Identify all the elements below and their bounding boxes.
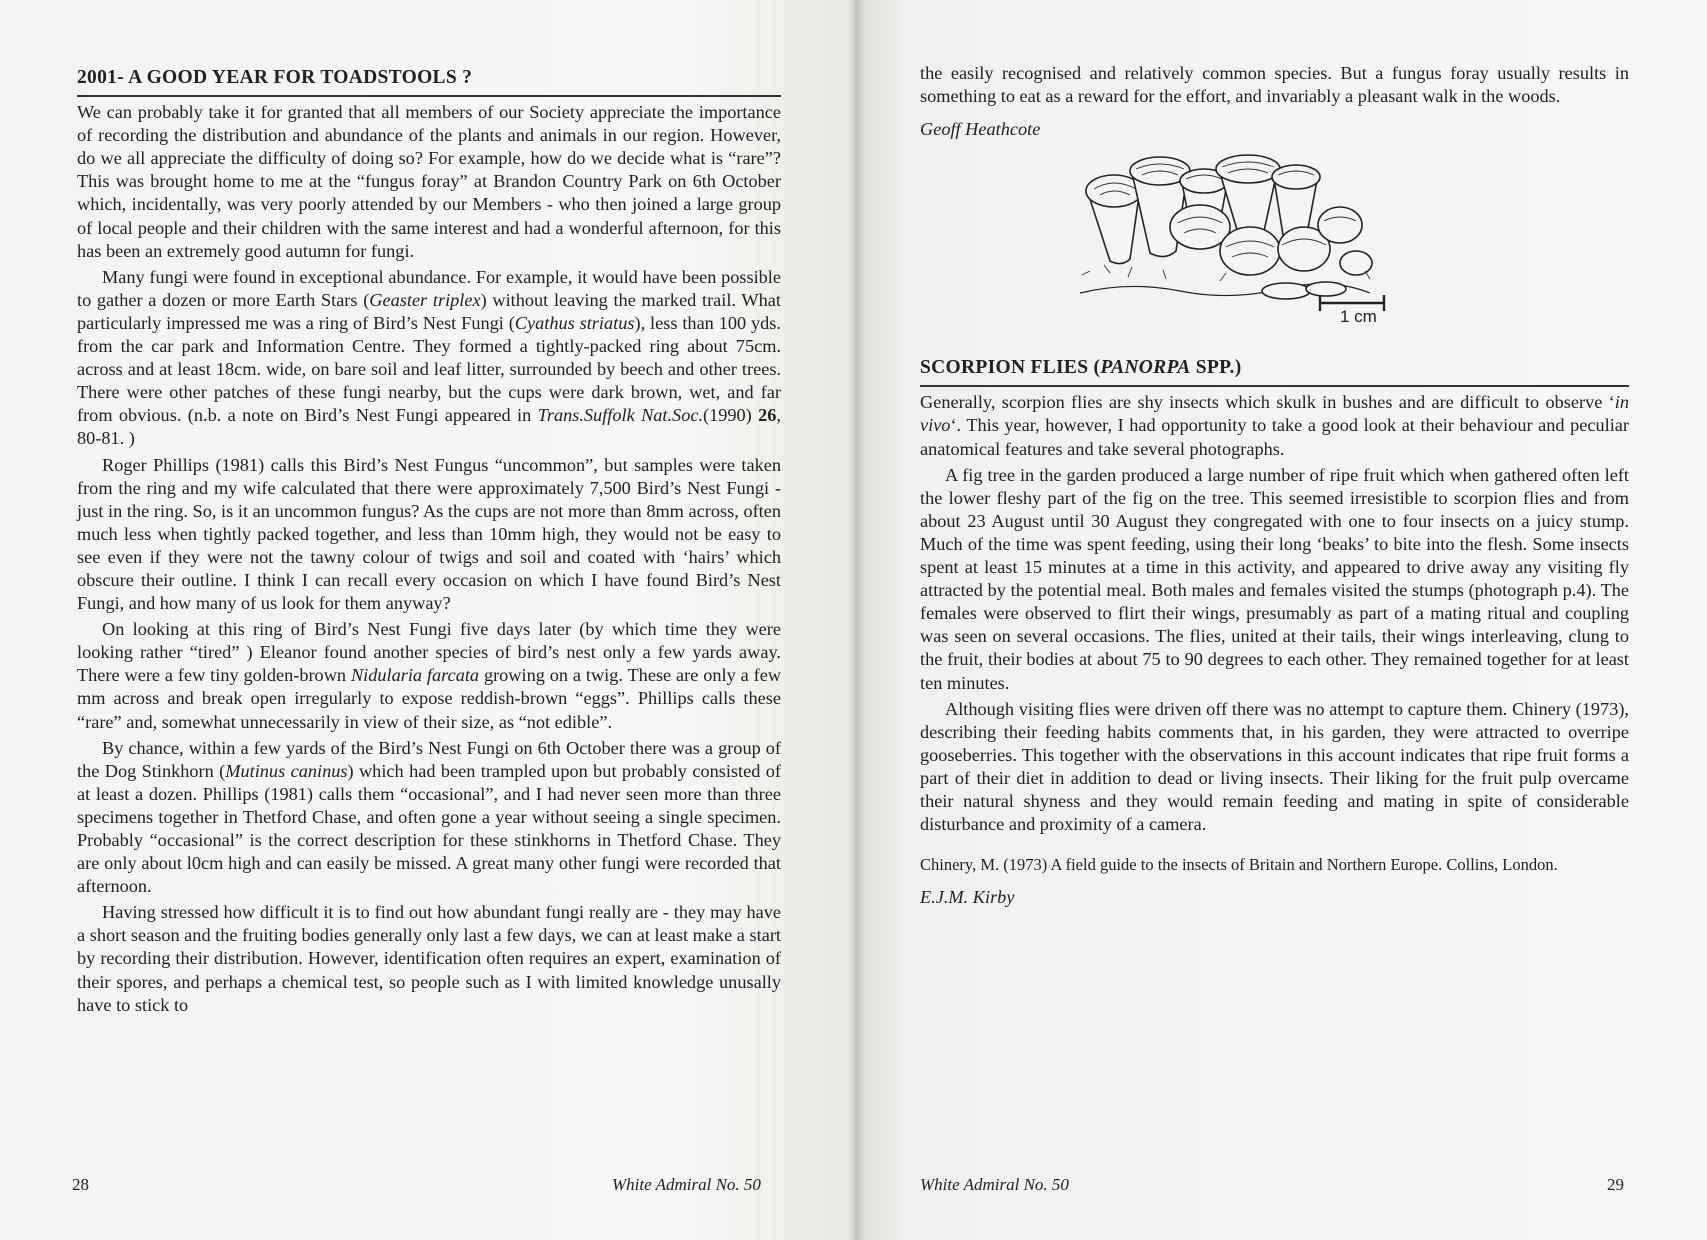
- paragraph: Many fungi were found in exceptional abundance. For example, it would have been possible to gather a dozen or more Earth Stars (Geaster triplex) without leaving the marked trail. What particularly impressed me was a ring of Bird’s Nest Fungi (Cyathus striatus), less than 100 yds. from the car park and Information Centre. They formed a tightly-packed ring about 75cm. across and at least 18cm. wide, on bare soil and leaf litter, surrounded by beech and other trees. There were other patches of these fungi nearby, but the cups were dark brown, wet, and far from obvious. (n.b. a note on Bird’s Nest Fungi appeared in Trans.Suffolk Nat.Soc.(1990) 26, 80-81. ): [77, 266, 782, 449]
- page-number-right: 29: [1607, 1175, 1624, 1194]
- paragraph: We can probably take it for granted that all members of our Society appreciate the importance of recording the distribution and abundance of the plants and animals in our region. However, do we all appreciate the difficulty of doing so? For example, how do we decide what is “rare”? This was brought home to me at the “fungus foray” at Brandon Country Park on 6th October which, incidentally, was very poorly attended by our Members - who then joined a large group of local people and their children with the same interest and had a wonderful afternoon, for this has been an extremely good autumn for fungi.: [77, 102, 781, 261]
- paragraph: A fig tree in the garden produced a large number of ripe fruit which when gathered often left the lower fleshy part of the fig on the tree. This seemed irresistible to scorpion flies and from about 23 August until 30 August they congregated with one to four insects on a juicy stump. Much of the time was spent feeding, using their long ‘beaks’ to bite into the flesh. Some insects spent at least 15 minutes at a time in this activity, and appeared to drive away any visiting fly attracted by the potential meal. Both males and females visited the stumps (photograph p.4). The females were observed to flirt their wings, presumably as part of a mating ritual and coupling was seen on several occasions. The flies, united at their tails, their wings interleaving, clung to the fruit, their bodies at about 75 to 90 degrees to each other. They remained together for at least ten minutes.: [920, 464, 1629, 693]
- reference: Chinery, M. (1973) A field guide to the insects of Britain and Northern Europe. Collins, London.: [920, 855, 1558, 875]
- scale-bar-label: 1 cm: [1340, 307, 1377, 327]
- birds-nest-fungi-illustration: [920, 153, 1629, 338]
- paragraph: Roger Phillips (1981) calls this Bird’s Nest Fungus “uncommon”, but samples were taken from the ring and my wife calculated that there were approximately 7,500 Bird’s Nest Fungi - just in the ring. So, is it an uncommon fungus? As the cups are not more than 8mm across, often much less when tightly packed together, and less than 10mm high, they would not be easy to see even if they were not the tawny colour of twigs and soil and coated with ‘hairs’ which obscure their outline. I think I can recall every occasion on which I have found Bird’s Nest Fungi, and how many of us look for them anyway?: [77, 454, 781, 614]
- paragraph: the easily recognised and relatively common species. But a fungus foray usually results in something to eat as a reward for the effort, and invariably a pleasant walk in the woods.: [920, 63, 1629, 107]
- author-signature: E.J.M. Kirby: [920, 887, 1015, 908]
- journal-citation: Trans.Suffolk Nat.Soc.: [537, 405, 704, 426]
- paragraph: Having stressed how difficult it is to find out how abundant fungi really are - they may have a short season and the fruiting bodies generally only last a few days, we can at least make a start by recording their distribution. However, identification often requires an expert, examination of their spores, and perhaps a chemical test, so people such as I with limited knowledge unusally have to stick to: [77, 902, 781, 1015]
- species-name: Geaster triplex: [369, 289, 481, 310]
- journal-footer-right: White Admiral No. 50: [920, 1175, 1069, 1194]
- paragraph: Generally, scorpion flies are shy insects which skulk in bushes and are difficult to observe ‘in vivo‘. This year, however, I had opportunity to take a good look at their behaviour and peculiar anatomical features and take several photographs.: [920, 392, 1629, 459]
- article-title-scorpion-flies: SCORPION FLIES (PANORPA SPP.): [920, 356, 1629, 387]
- paragraph: By chance, within a few yards of the Bird’s Nest Fungi on 6th October there was a group of the Dog Stinkhorn (Mutinus caninus) which had been trampled upon but probably consisted of at least a dozen. Phillips (1981) calls them “occasional”, and I had never seen more than three specimens together in Thetford Chase, and often gone a year without seeing a single specimen. Probably “occasional” is the correct description for these stinkhorns in Thetford Chase. They are only about l0cm high and can easily be missed. A great many other fungi were recorded that afternoon.: [77, 737, 782, 897]
- species-name: Nidularia farcata: [350, 665, 480, 686]
- species-name: Cyathus striatus: [514, 312, 635, 333]
- paragraph: On looking at this ring of Bird’s Nest Fungi five days later (by which time they were looking rather “tired” ) Eleanor found another species of bird’s nest only a few yards away. There were a few tiny golden-brown Nidularia farcata growing on a twig. These are only a few mm across and break open irregularly to expose reddish-brown “eggs”. Phillips calls these “rare” and, somewhat unnecessarily in view of their size, as “not edible”.: [77, 619, 782, 732]
- left-column: [77, 66, 781, 1020]
- species-name: Mutinus caninus: [225, 760, 348, 781]
- paragraph: Although visiting flies were driven off there was no attempt to capture them. Chinery (1973), describing their feeding habits comments that, in his garden, they were attracted to overripe gooseberries. This together with the observations in this account indicates that ripe fruit forms a part of their diet in addition to dead or living insects. Their liking for the fruit pulp overcame their natural shyness and they would remain feeding and mating in spite of considerable disturbance and proximity of a camera.: [920, 698, 1629, 835]
- fungi-drawing: [1070, 153, 1400, 318]
- volume-number: 26: [758, 405, 777, 426]
- page-number-left: 28: [72, 1175, 89, 1194]
- latin-phrase: in vivo: [920, 392, 1629, 436]
- book-gutter: [848, 0, 864, 1240]
- author-signature: Geoff Heathcote: [920, 119, 1041, 140]
- article-title-toadstools: 2001- A GOOD YEAR FOR TOADSTOOLS ?: [77, 66, 781, 97]
- right-column: [920, 62, 1629, 909]
- journal-footer-left: White Admiral No. 50: [612, 1175, 761, 1194]
